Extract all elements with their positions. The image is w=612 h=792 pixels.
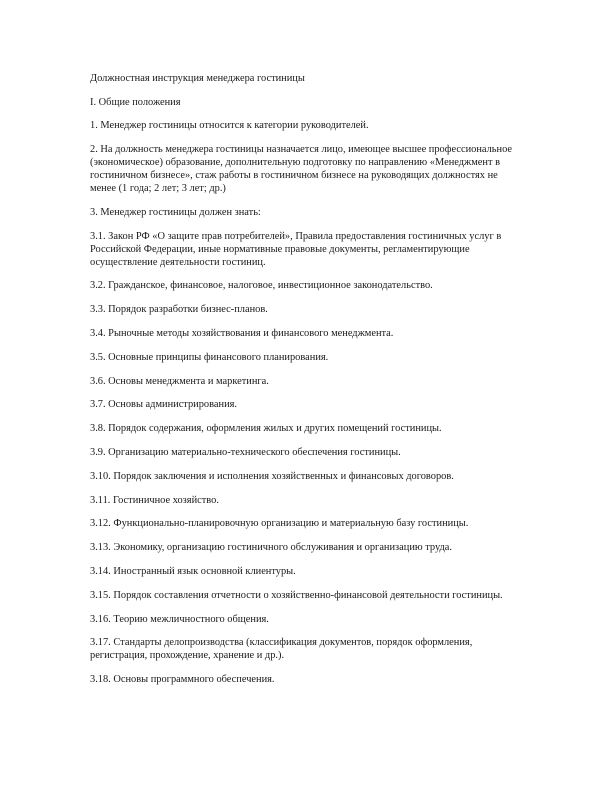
paragraph-3-12: 3.12. Функционально-планировочную организацию и материальную базу гостиницы. — [90, 518, 469, 530]
paragraph-3-7: 3.7. Основы администрирования. — [90, 399, 238, 411]
paragraph-3: 3. Менеджер гостиницы должен знать: — [90, 206, 261, 218]
paragraph-3-9: 3.9. Организацию материально-технического обеспечения гостиницы. — [90, 447, 401, 459]
paragraph-3-15: 3.15. Порядок составления отчетности о хозяйственно-финансовой деятельности гостиницы. — [90, 589, 503, 601]
paragraph-3-6: 3.6. Основы менеджмента и маркетинга. — [90, 375, 269, 387]
paragraph-3-14: 3.14. Иностранный язык основной клиентуры. — [90, 566, 296, 578]
section-heading: I. Общие положения — [90, 96, 181, 108]
paragraph-1: 1. Менеджер гостиницы относится к категории руководителей. — [90, 120, 369, 132]
paragraph-3-8: 3.8. Порядок содержания, оформления жилых и других помещений гостиницы. — [90, 423, 442, 435]
paragraph-3-3: 3.3. Порядок разработки бизнес-планов. — [90, 304, 268, 316]
paragraph-3-16: 3.16. Теорию межличностного общения. — [90, 613, 269, 625]
paragraph-3-4: 3.4. Рыночные методы хозяйствования и финансового менеджмента. — [90, 328, 394, 340]
paragraph-3-13: 3.13. Экономику, организацию гостиничного обслуживания и организацию труда. — [90, 542, 453, 554]
paragraph-3-10: 3.10. Порядок заключения и исполнения хозяйственных и финансовых договоров. — [90, 470, 454, 482]
paragraph-3-2: 3.2. Гражданское, финансовое, налоговое, инвестиционное законодательство. — [90, 280, 433, 292]
paragraph-3-18: 3.18. Основы программного обеспечения. — [90, 674, 275, 686]
paragraph-3-11: 3.11. Гостиничное хозяйство. — [90, 494, 219, 506]
paragraph-2: 2. На должность менеджера гостиницы назначается лицо, имеющее высшее профессиональное (экономическое) образование, дополнительную подготовку по направлению «Менеджмент в гостиничном бизнесе», стаж работы в гостиничном бизнесе на руководящих должностях не менее (1 года; 2 лет; 3 лет; др.) — [90, 144, 513, 195]
document-title: Должностная инструкция менеджера гостиницы — [90, 73, 305, 84]
document-body — [90, 72, 522, 697]
paragraph-3-5: 3.5. Основные принципы финансового планирования. — [90, 351, 329, 363]
paragraph-3-1: 3.1. Закон РФ «О защите прав потребителей», Правила предоставления гостиничных услуг в Российской Федерации, иные нормативные правовые документы, регламентирующие осуществление деятельности гостиниц. — [90, 230, 502, 268]
paragraph-3-17: 3.17. Стандарты делопроизводства (классификация документов, порядок оформления, регистрация, прохождение, хранение и др.). — [90, 637, 473, 662]
